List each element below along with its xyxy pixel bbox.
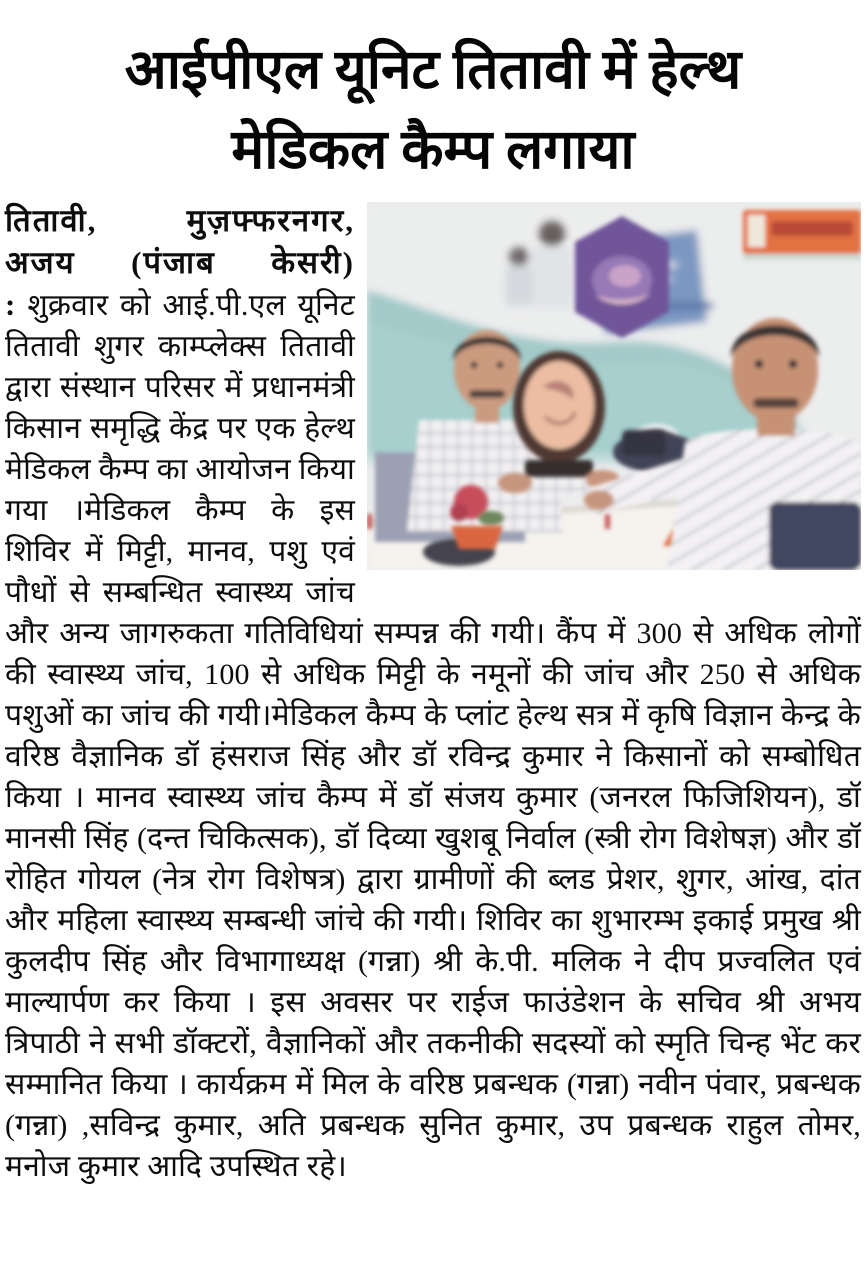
article-body <box>0 196 866 1187</box>
article-text: शुक्रवार को आई.पी.एल यूनिट तितावी शुगर काम्प्लेक्स तितावी द्वारा संस्थान परिसर में प्रधानमंत्री किसान समृद्धि केंद्र पर एक हेल्थ मेडिकल कैम्प का आयोजन किया गया ।मेडिकल कैम्प के इस शिविर में मिट्टी, मानव, पशु एवं पौधों से सम्बन्धित स्वास्थ्य जांच और अन्य जागरुकता गतिविधियां सम्पन्न की गयी। कैंप में 300 से अधिक लोगों की स्वास्थ्य जांच, 100 से अधिक मिट्टी के नमूनों की जांच और 250 से अधिक पशुओं का जांच की गयी।मेडिकल कैम्प के प्लांट हेल्थ सत्र में कृषि विज्ञान केन्द्र के वरिष्ठ वैज्ञानिक डॉ हंसराज सिंह और डॉ रविन्द्र कुमार ने किसानों को सम्बोधित किया । मानव स्वास्थ्य जांच कैम्प में डॉ संजय कुमार (जनरल फिजिशियन), डॉ मानसी सिंह (दन्त चिकित्सक), डॉ दिव्या खुशबू निर्वाल (स्त्री रोग विशेषज्ञ) और डॉ रोहित गोयल (नेत्र रोग विशेषत्र) द्वारा ग्रामीणों की ब्लड प्रेशर, शुगर, आंख, दांत और महिला स्वास्थ्य सम्बन्धी जांचे की गयी। शिविर का शुभारम्भ इकाई प्रमुख श्री कुलदीप सिंह और विभागाध्यक्ष (गन्ना) श्री के.पी. मलिक ने दीप प्रज्वलित एवं माल्यार्पण कर किया । इस अवसर पर राईज फाउंडेशन के सचिव श्री अभय त्रिपाठी ने सभी डॉक्टरों, वैज्ञानिकों और तकनीकी सदस्यों को स्मृति चिन्ह भेंट कर सम्मानित किया । कार्यक्रम में मिल के वरिष्ठ प्रबन्धक (गन्ना) नवीन पंवार, प्रबन्धक (गन्ना) ,सविन्द्र कुमार, अति प्रबन्धक सुनित कुमार, उप प्रबन्धक राहुल तोमर, मनोज कुमार आदि उपस्थित रहे। <box>5 289 861 1183</box>
article-dateline: तितावी, मुज़फ्फरनगर, अजय (पंजाब केसरी) : <box>5 203 355 322</box>
headline-line-2: मेडिकल कैम्प लगाया <box>231 119 635 180</box>
photo-scan-overlay <box>367 202 861 570</box>
article-photo <box>367 202 861 570</box>
headline <box>0 0 866 196</box>
photo-illustration <box>367 202 861 570</box>
headline-line-1: आईपीएल यूनिट तितावी में हेल्थ <box>124 39 742 100</box>
